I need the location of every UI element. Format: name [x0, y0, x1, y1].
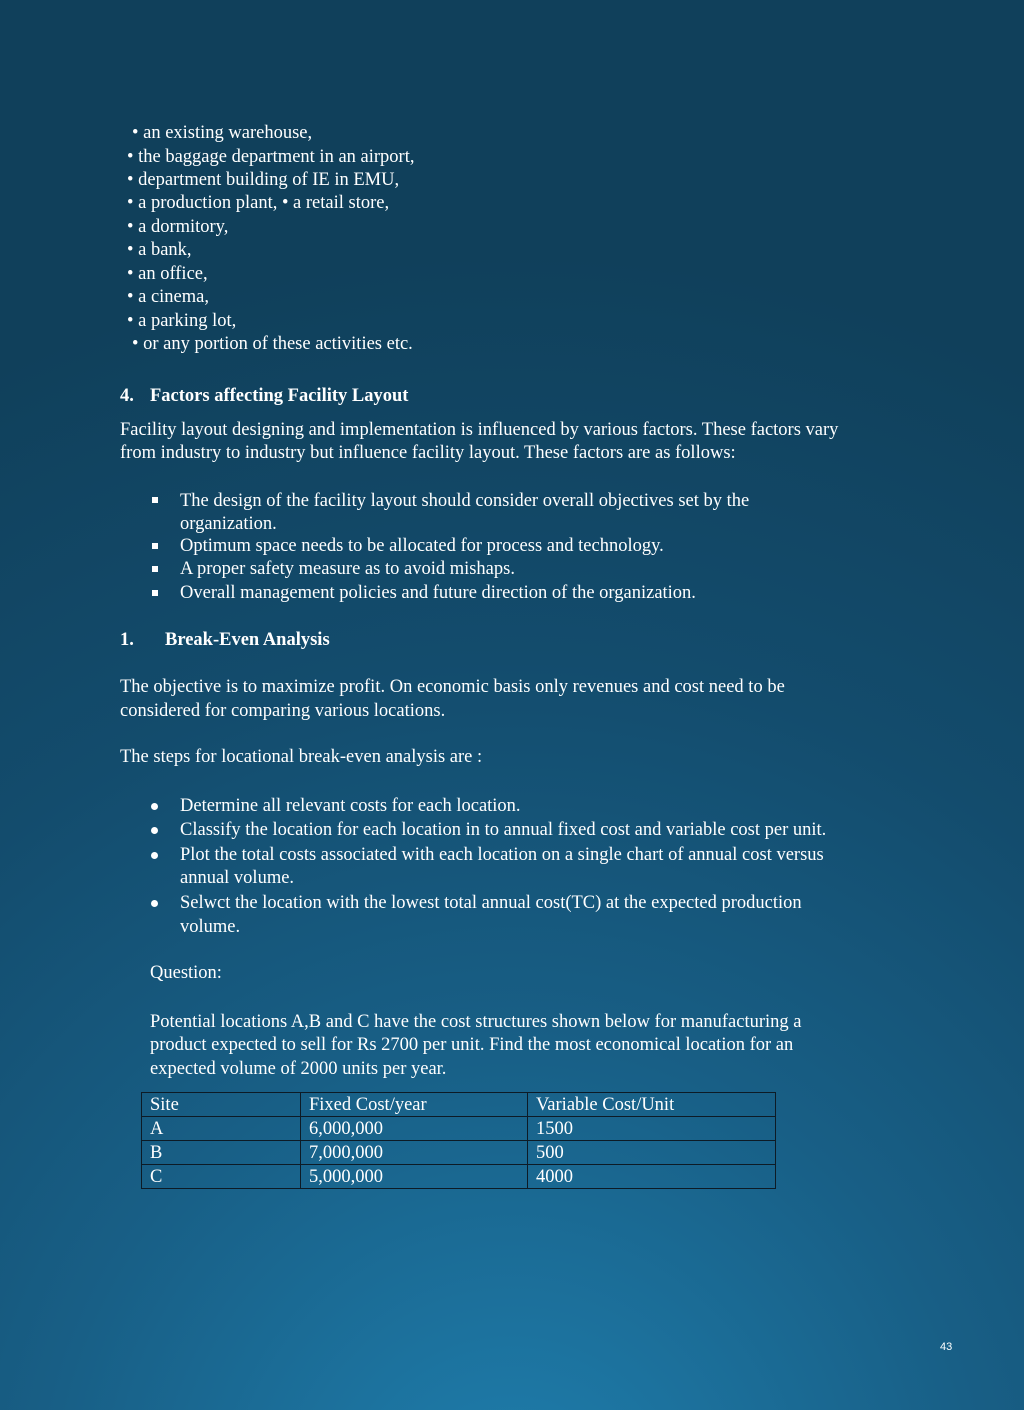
- table-cell: 4000: [528, 1165, 776, 1189]
- section-heading: Factors affecting Facility Layout: [150, 386, 409, 406]
- paragraph-line: The objective is to maximize profit. On economic basis only revenues and cost need to be: [120, 677, 785, 697]
- intro-list-item: • a production plant, • a retail store,: [127, 193, 390, 213]
- table-cell: 500: [528, 1141, 776, 1165]
- section-number: 4.: [120, 386, 134, 406]
- step-item: Classify the location for each location in to annual fixed cost and variable cost per unit.: [180, 820, 827, 840]
- round-bullet-icon: [151, 852, 158, 859]
- round-bullet-icon: [151, 900, 158, 907]
- step-item: Plot the total costs associated with each location on a single chart of annual cost versus: [180, 845, 824, 865]
- paragraph-line: considered for comparing various locations.: [120, 701, 446, 721]
- table-cell: 5,000,000: [301, 1165, 528, 1189]
- intro-list-item: • or any portion of these activities etc.: [132, 334, 413, 354]
- step-item: volume.: [180, 917, 241, 937]
- table-header-cell: Variable Cost/Unit: [528, 1093, 776, 1117]
- factor-item: Overall management policies and future direction of the organization.: [180, 583, 696, 603]
- intro-list-item: • department building of IE in EMU,: [127, 170, 400, 190]
- question-text-line: expected volume of 2000 units per year.: [150, 1059, 447, 1079]
- paragraph-line: The steps for locational break-even analysis are :: [120, 747, 483, 767]
- table-cell: 6,000,000: [301, 1117, 528, 1141]
- question-text-line: Potential locations A,B and C have the cost structures shown below for manufacturing a: [150, 1012, 802, 1032]
- step-item: Selwct the location with the lowest total annual cost(TC) at the expected production: [180, 893, 802, 913]
- paragraph-line: Facility layout designing and implementation is influenced by various factors. These factors vary: [120, 420, 839, 440]
- factor-item: Optimum space needs to be allocated for process and technology.: [180, 536, 664, 556]
- square-bullet-icon: [152, 543, 158, 549]
- factor-item: The design of the facility layout should consider overall objectives set by the: [180, 491, 750, 511]
- table-header-cell: Fixed Cost/year: [301, 1093, 528, 1117]
- table-header-row: [142, 1093, 776, 1117]
- square-bullet-icon: [152, 566, 158, 572]
- intro-list-item: • a dormitory,: [127, 217, 229, 237]
- intro-list-item: • a parking lot,: [127, 311, 237, 331]
- intro-list-item: • the baggage department in an airport,: [127, 147, 415, 167]
- intro-list-item: • an existing warehouse,: [132, 123, 313, 143]
- section-heading: Break-Even Analysis: [165, 630, 330, 650]
- intro-list-item: • an office,: [127, 264, 208, 284]
- paragraph-line: from industry to industry but influence facility layout. These factors are as follows:: [120, 443, 736, 463]
- table-row: [142, 1165, 776, 1189]
- section-number: 1.: [120, 630, 134, 650]
- question-label: Question:: [150, 963, 222, 983]
- step-item: annual volume.: [180, 868, 295, 888]
- round-bullet-icon: [151, 827, 158, 834]
- question-text-line: product expected to sell for Rs 2700 per unit. Find the most economical location for an: [150, 1035, 794, 1055]
- square-bullet-icon: [152, 590, 158, 596]
- table-cell: 1500: [528, 1117, 776, 1141]
- table-cell: A: [142, 1117, 301, 1141]
- table-cell: 7,000,000: [301, 1141, 528, 1165]
- factor-item: organization.: [180, 514, 277, 534]
- intro-list-item: • a cinema,: [127, 287, 209, 307]
- square-bullet-icon: [152, 497, 158, 503]
- round-bullet-icon: [151, 803, 158, 810]
- intro-list-item: • a bank,: [127, 240, 192, 260]
- table-header-cell: Site: [142, 1093, 301, 1117]
- factor-item: A proper safety measure as to avoid mishaps.: [180, 559, 515, 579]
- step-item: Determine all relevant costs for each location.: [180, 796, 521, 816]
- page-number: 43: [940, 1341, 953, 1353]
- cost-structure-table: [141, 1092, 776, 1189]
- table-cell: B: [142, 1141, 301, 1165]
- table-row: [142, 1141, 776, 1165]
- table-cell: C: [142, 1165, 301, 1189]
- table-row: [142, 1117, 776, 1141]
